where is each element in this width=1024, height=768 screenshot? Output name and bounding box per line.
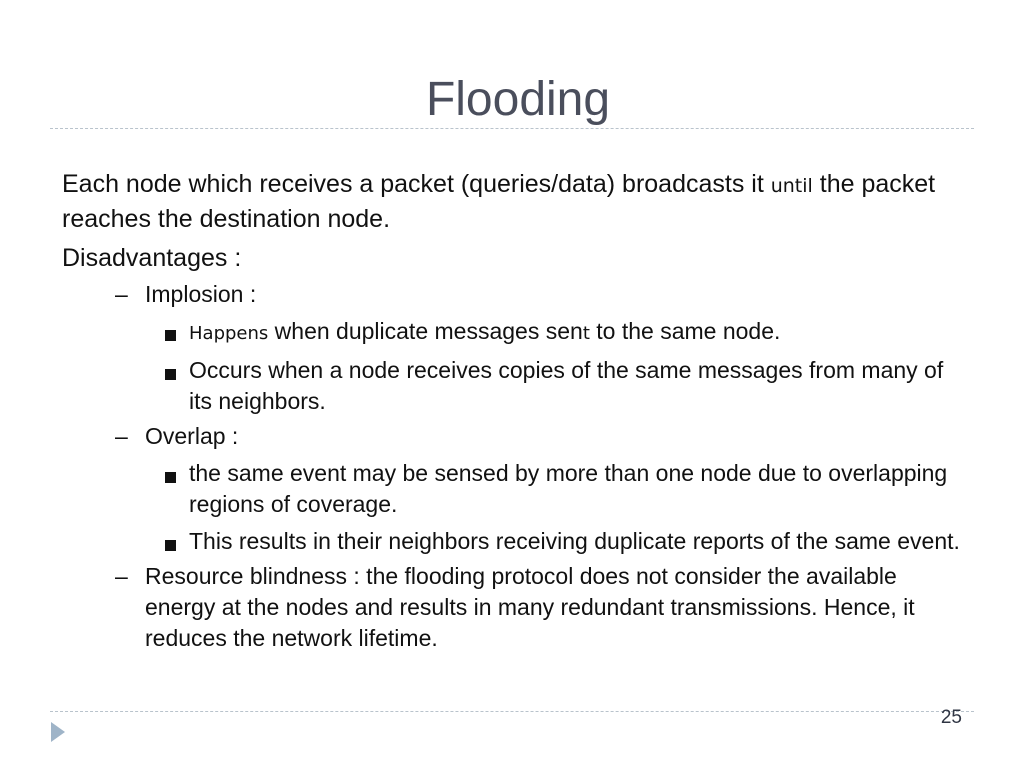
slide-body [62,168,962,654]
overlap-bullet-2 [189,526,962,557]
intro-until: until [770,175,813,197]
disadvantages-heading: Disadvantages : [62,244,242,272]
square-bullet-icon [165,330,176,341]
bullet-lead-word: Happens [189,323,269,344]
implosion-item [115,279,962,310]
footer-divider [50,711,974,712]
slide-title: Flooding [425,73,611,126]
implosion-bullet-2 [189,355,962,417]
overlap-item [115,421,962,452]
overlap-label: Overlap : [145,423,239,449]
overlap-bullet-1 [189,458,962,520]
page-number: 25 [940,707,962,728]
bullet-text: the same event may be sensed by more than one node due to overlapping regions of coverage. [189,460,948,517]
bullet-text: when duplicate messages sen [268,318,583,344]
bullet-text: Occurs when a node receives copies of the same messages from many of its neighbors. [189,357,944,414]
title-divider [50,128,974,129]
dash-marker: – [115,563,128,589]
dash-marker: – [115,423,128,449]
intro-paragraph [62,168,962,236]
resource-blindness-text: Resource blindness : the flooding protocol does not consider the available energy at the nodes and results in many redundant transmissions. Hence, it reduces the network lifetime. [145,563,915,651]
bullet-mid-letter: t [582,323,590,344]
triangle-right-icon [51,722,65,742]
implosion-bullet-1 [189,316,962,349]
bullet-tail: to the same node. [589,318,781,344]
implosion-label: Implosion : [145,281,257,307]
dash-marker: – [115,281,128,307]
bullet-text: This results in their neighbors receiving duplicate reports of the same event. [189,528,960,554]
square-bullet-icon [165,369,176,380]
resource-blindness-item [115,561,962,654]
intro-text-2: the packet reaches the destination node. [62,170,936,233]
intro-text-1: Each node which receives a packet (queries/data) broadcasts it [62,170,771,198]
square-bullet-icon [165,540,176,551]
square-bullet-icon [165,472,176,483]
